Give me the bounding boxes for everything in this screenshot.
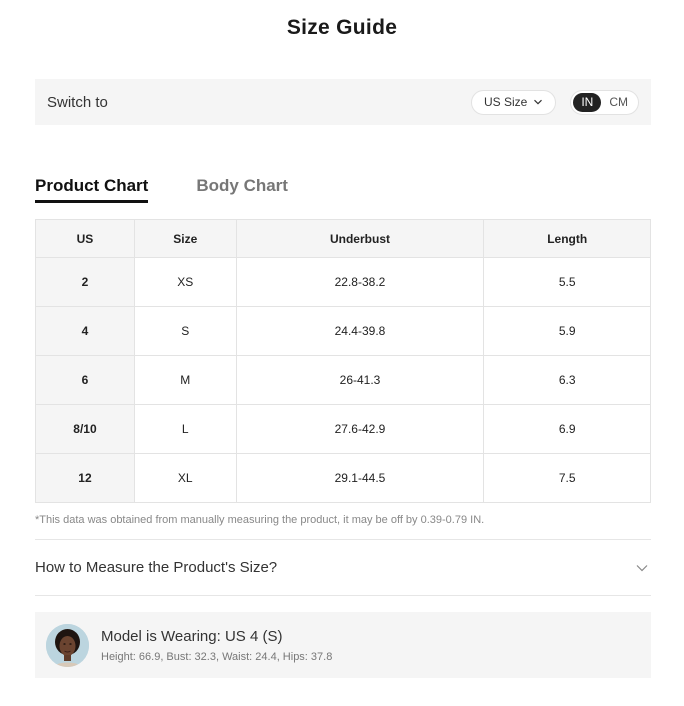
table-row	[36, 405, 651, 454]
table-cell-size: L	[134, 405, 236, 454]
table-cell-underbust: 24.4-39.8	[236, 307, 484, 356]
size-table	[35, 219, 651, 503]
chevron-down-icon	[635, 561, 649, 575]
column-header-us: US	[36, 220, 135, 258]
table-cell-size: XL	[134, 454, 236, 503]
avatar	[46, 624, 89, 667]
tab-product-chart[interactable]: Product Chart	[35, 176, 148, 203]
table-cell-underbust: 22.8-38.2	[236, 258, 484, 307]
unit-option-cm[interactable]: CM	[609, 95, 628, 109]
table-cell-length: 6.9	[484, 405, 651, 454]
table-cell-length: 7.5	[484, 454, 651, 503]
switch-bar	[35, 79, 651, 125]
column-header-length: Length	[484, 220, 651, 258]
table-cell-us: 6	[36, 356, 135, 405]
model-info	[35, 612, 651, 678]
model-measurements-text: Height: 66.9, Bust: 32.3, Waist: 24.4, Hips: 37.8	[101, 650, 333, 663]
table-cell-length: 5.9	[484, 307, 651, 356]
switch-label: Switch to	[47, 93, 108, 111]
chart-tabs	[35, 176, 288, 203]
table-row	[36, 454, 651, 503]
table-cell-size: M	[134, 356, 236, 405]
size-system-value: US Size	[483, 95, 528, 109]
table-row	[36, 356, 651, 405]
table-cell-length: 6.3	[484, 356, 651, 405]
table-cell-size: S	[134, 307, 236, 356]
table-cell-us: 8/10	[36, 405, 135, 454]
table-cell-us: 4	[36, 307, 135, 356]
measurement-note: *This data was obtained from manually measuring the product, it may be off by 0.39-0.79 IN.	[35, 514, 485, 526]
model-text	[101, 628, 332, 663]
chevron-down-icon	[533, 97, 543, 107]
table-header-row	[36, 220, 651, 258]
size-system-select[interactable]	[471, 90, 556, 115]
table-cell-us: 2	[36, 258, 135, 307]
tab-body-chart[interactable]: Body Chart	[196, 176, 288, 195]
unit-option-in[interactable]: IN	[573, 93, 601, 112]
table-cell-size: XS	[134, 258, 236, 307]
model-wearing-text: Model is Wearing: US 4 (S)	[101, 627, 283, 645]
table-row	[36, 307, 651, 356]
table-cell-underbust: 26-41.3	[236, 356, 484, 405]
table-cell-us: 12	[36, 454, 135, 503]
table-cell-length: 5.5	[484, 258, 651, 307]
table-row	[36, 258, 651, 307]
column-header-underbust: Underbust	[236, 220, 484, 258]
column-header-size: Size	[134, 220, 236, 258]
table-cell-underbust: 27.6-42.9	[236, 405, 484, 454]
how-to-measure-label: How to Measure the Product's Size?	[35, 559, 278, 576]
how-to-measure-accordion[interactable]	[35, 539, 651, 596]
unit-toggle	[570, 90, 639, 115]
page-title: Size Guide	[286, 16, 398, 39]
table-cell-underbust: 29.1-44.5	[236, 454, 484, 503]
